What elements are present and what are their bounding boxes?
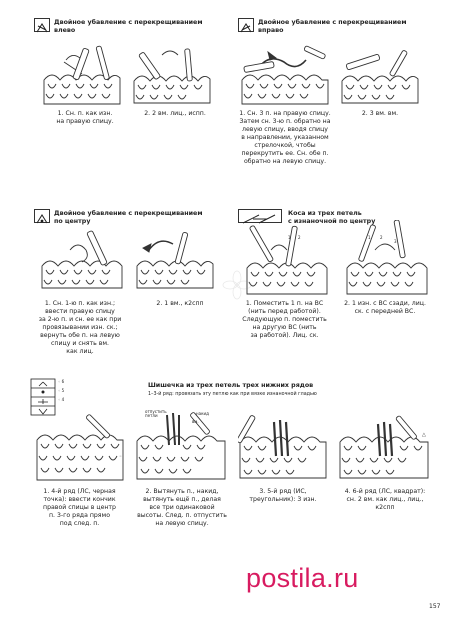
bobble-chart-symbol-icon [30, 378, 56, 416]
illustration-bobble-step4 [338, 410, 433, 480]
stitch-symbol-icon-left-cross [34, 18, 50, 32]
step-text-center-1: 1. Сн. 1-ю п. как изн.; ввести правую спицу за 2-ю п. и сн. ее как при провязывании изн. ск.; вернуть обе п. на левую спицу и снять вм. как лиц. [38, 300, 122, 356]
step-text-bobble-2: 2. Вытянуть п., накид, вытянуть ещё п., делая все три одинаковой высоты. След. п. отпустить на левую спицу. [137, 488, 227, 528]
section-title-double-decrease-left: Двойное убавление с перекрещиванием влево [54, 19, 203, 34]
page-number: 157 [429, 603, 441, 610]
cable-label-3b: 3 [394, 239, 397, 244]
cable-label-2b: 2 [380, 235, 383, 240]
illustration-right-step1 [240, 40, 330, 105]
section-title-bobble: Шишечка из трех петель трех нижних рядов [148, 382, 314, 389]
row-marker-2: ◦ 5 [58, 388, 65, 393]
illustration-bobble-step3 [238, 410, 328, 480]
cable-label-1: 1 [288, 235, 291, 240]
illustration-bobble-step1 [35, 412, 125, 482]
cable-label-1b: 1 [368, 235, 371, 240]
illustration-cable-step1 [245, 220, 330, 295]
step-text-center-2: 2. 1 вм., к2спп [156, 300, 204, 307]
section-title-double-decrease-right: Двойное убавление с перекрещиванием вправо [258, 19, 407, 34]
stitch-symbol-icon-center-cross [34, 209, 50, 223]
svg-text:◦: ◦ [119, 454, 122, 460]
label-release-loops: отпустить петли [145, 409, 167, 419]
section-subtitle-bobble: 1–3-й ряд: провязать эту петлю как при вязке изнаночной гладью [148, 392, 317, 397]
illustration-right-step2 [340, 45, 420, 105]
section-title-three-stitch-cable: Коса из трех петель с изнаночной по центру [288, 210, 376, 225]
illustration-left-step1 [42, 40, 122, 105]
row-marker-1: ◦ 6 [58, 379, 65, 384]
step-text-left-2: 2. 2 вм. лиц., испп. [144, 110, 206, 117]
watermark-logo: postila.ru [246, 563, 359, 593]
step-text-right-1: 1. Сн. 3 п. на правую спицу. Затем сн. 3-ю п. обратно на левую спицу, вводя спицу в направлении, указанном стрелочкой, чтобы перекрутить ее. Сн. обе п. обратно на левую спицу. [239, 110, 331, 166]
step-text-bobble-4: 4. 6-й ряд (ЛС, квадрат): сн. 2 вм. как лиц., лиц., к2спп [344, 488, 426, 512]
step-text-cable-2: 2. 1 изн. с ВС сзади, лиц. ск. с передней ВС. [344, 300, 426, 316]
step-text-left-1: 1. Сн. п. как изн. на правую спицу. [56, 110, 114, 126]
label-yarn-over: накид [196, 411, 209, 416]
step-text-bobble-1: 1. 4-й ряд (ЛС, черная точка): ввести кончик правой спицы в центр п. 3-го ряда прямо под след. п. [43, 488, 116, 528]
section-title-double-decrease-center: Двойное убавление с перекрещиванием по центру [54, 210, 203, 225]
illustration-cable-step2 [345, 220, 430, 295]
step-text-right-2: 2. 3 вм. вм. [361, 110, 399, 117]
cable-label-2: 2 [298, 235, 301, 240]
illustration-left-step2 [132, 45, 212, 105]
row-marker-3: ◦ 4 [58, 397, 65, 402]
step-text-bobble-3: 3. 5-й ряд (ИС, треугольник): 3 изн. [249, 488, 317, 504]
label-together: вм. [192, 419, 199, 424]
illustration-center-step2 [135, 230, 215, 290]
step-text-cable-1: 1. Поместить 1 п. на ВС (нить перед работой). Следующую п. поместить на другую ВС (нить за работой). Лиц. ск. [242, 300, 327, 340]
stitch-symbol-icon-right-cross [238, 18, 254, 32]
svg-text:△: △ [422, 432, 426, 438]
decorative-flower-icon [222, 270, 252, 300]
illustration-center-step1 [40, 230, 125, 290]
